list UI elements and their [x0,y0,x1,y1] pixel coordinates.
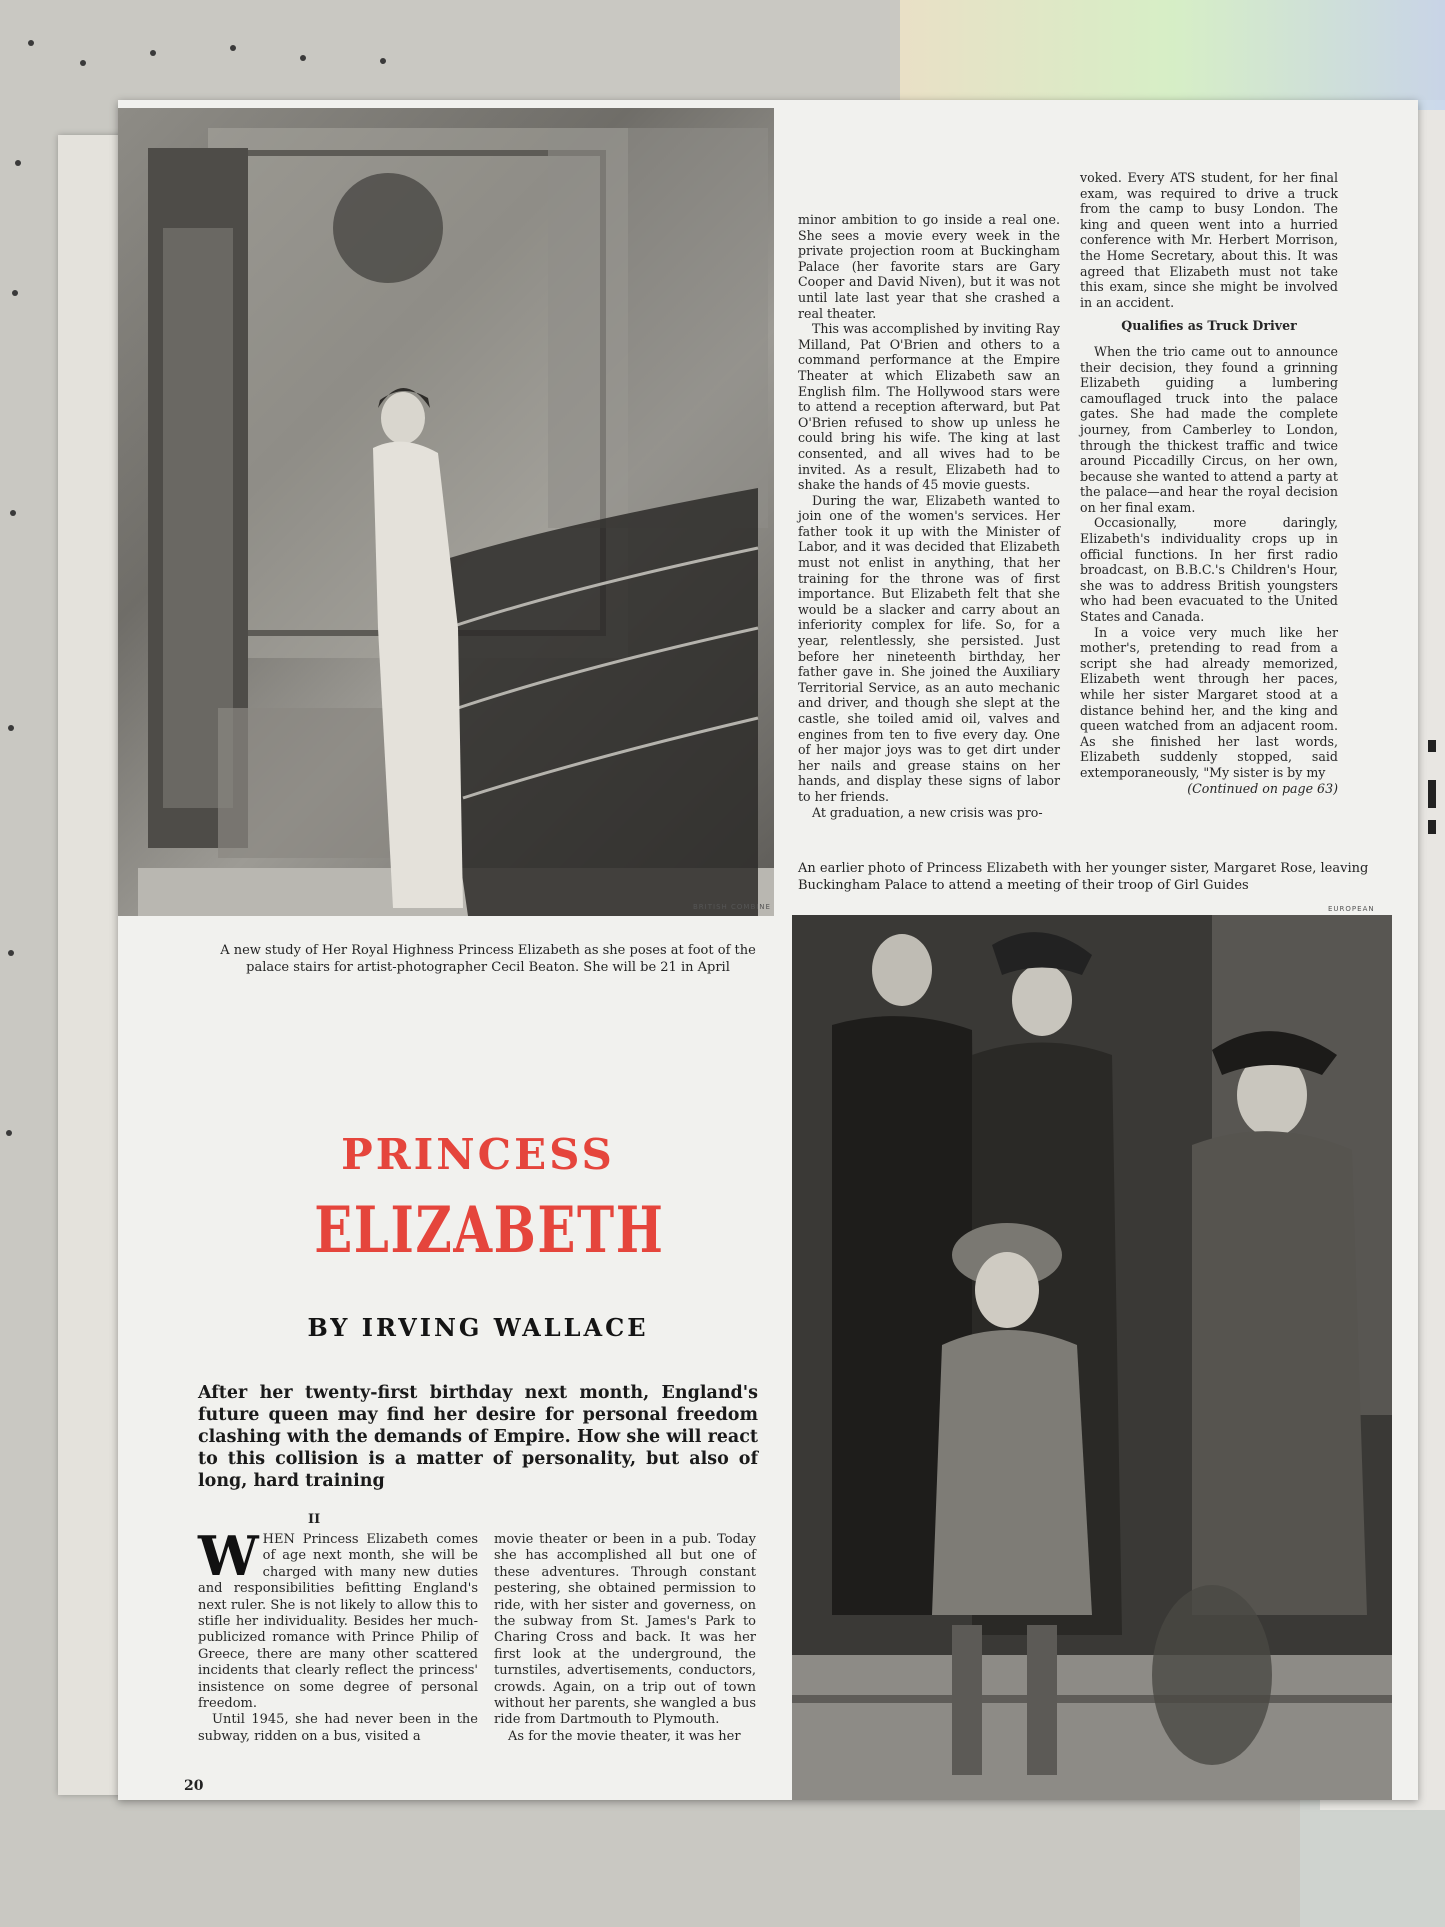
col2-para1: movie theater or been in a pub. Today she has accomplished all but one of these adventures. Through constant pestering, she obtained permission to ride, with her sister and governess, on the subway from St. James's Park to Charing Cross and back. It was her first look at the underground, the turnstiles, advertisements, conductors, crowds. Again, on a trip out of town without her parents, she wangled a bus ride from Dartmouth to Plymouth. [494,1532,756,1728]
section-number: II [308,1512,321,1527]
col1-para2: Until 1945, she had never been in the subway, ridden on a bus, visited a [198,1712,478,1744]
adjacent-page-edge-text [1418,700,1445,1100]
magazine-page [118,100,1418,1800]
portrait-photo [118,108,774,916]
col4-para2: When the trio came out to announce their decision, they found a grinning Elizabeth guiding a lumbering camouflaged truck into the palace gates. She had made the complete journey, from Camberley to London, through the thickest traffic and twice around Piccadilly Circus, on her own, because she wanted to attend a party at the palace—and hear the royal decision on her final exam. [1080,343,1338,515]
byline: BY IRVING WALLACE [307,1313,649,1342]
headline-line2: ELIZABETH [314,1193,665,1268]
portrait-photo-illustration [118,108,774,916]
col3-para4: At graduation, a new crisis was pro- [812,804,1043,820]
photo2-credit: EUROPEAN [1328,905,1375,913]
page-number: 20 [184,1778,204,1794]
col3-para1: minor ambition to go inside a real one. She sees a movie every week in the private projection room at Buckingham Palace (her favorite stars are Gary Cooper and David Niven), but it was not until late last year that she crashed a real theater. [798,212,1060,321]
continued-note: (Continued on page 63) [1187,780,1338,796]
article-deck: After her twenty-first birthday next month, England's future queen may find her desire for personal freedom clashing with the demands of Empire. How she will react to this collision is a matter of personality, but also of long, hard training [198,1383,758,1491]
girl-guides-photo-illustration [792,915,1392,1800]
col1-para1: HEN Princess Elizabeth comes of age next month, she will be charged with many new duties and responsibilities befitting England's next ruler. She is not likely to allow this to stifle her individuality. Besides her much-publicized romance with Prince Philip of Greece, there are many other scattered incidents that clearly reflect the princess' insistence on some degree of personal freedom. [198,1532,478,1712]
col4-para1: voked. Every ATS student, for her final exam, was required to drive a truck from the camp to busy London. The king and queen went into a hurried conference with Mr. Herbert Morrison, the Home Secretary, about this. It was agreed that Elizabeth must not take this exam, since she might be involved in an accident. [1080,170,1338,310]
body-column-3 [798,212,1060,820]
portrait-caption: A new study of Her Royal Highness Princess Elizabeth as she poses at foot of the palace stairs for artist-photographer Cecil Beaton. She will be 21 in April [220,943,756,975]
drop-cap: W [198,1524,259,1588]
body-column-2 [494,1532,756,1745]
girl-guides-caption: An earlier photo of Princess Elizabeth with her younger sister, Margaret Rose, leaving Buckingham Palace to attend a meeting of their troop of Girl Guides [798,861,1369,893]
col3-para2: This was accomplished by inviting Ray Milland, Pat O'Brien and others to a command performance at the Empire Theater at which Elizabeth saw an English film. The Hollywood stars were to attend a reception afterward, but Pat O'Brien refused to show up unless he could bring his wife. The king at last consented, and all wives had to be invited. As a result, Elizabeth had to shake the hands of 45 movie guests. [798,321,1060,493]
col2-para2: As for the movie theater, it was her [508,1728,741,1744]
girl-guides-photo [792,915,1392,1800]
col3-para3: During the war, Elizabeth wanted to join one of the women's services. Her father took it up with the Minister of Labor, and it was decided that Elizabeth must not enlist in anything, that her training for the throne was of first importance. But Elizabeth felt that she would be a slacker and carry about an inferiority complex for life. So, for a year, relentlessly, she persisted. Just before her nineteenth birthday, her father gave in. She joined the Auxiliary Territorial Service, as an auto mechanic and driver, and though she slept at the castle, she toiled amid oil, valves and engines from ten to five every day. One of her major joys was to get dirt under her nails and grease stains on her hands, and display these signs of labor to her friends. [798,492,1060,804]
headline-line1: PRINCESS [341,1130,615,1179]
col4-para3: Occasionally, more daringly, Elizabeth's individuality crops up in official functions. In her first radio broadcast, on B.B.C.'s Children's Hour, she was to address British youngsters who had been evacuated to the United States and Canada. [1080,515,1338,625]
col4-para4: In a voice very much like her mother's, pretending to read from a script she had already memorized, Elizabeth went through her paces, while her sister Margaret stood at a distance behind her, and the king and queen watched from an adjacent room. As she finished her last words, Elizabeth suddenly stopped, said extemporaneously, "My sister is by my [1080,624,1338,780]
photo-credit: BRITISH COMBINE [693,903,771,911]
subhead: Qualifies as Truck Driver [1121,318,1297,334]
body-column-4 [1080,170,1338,796]
body-column-1 [198,1524,478,1745]
